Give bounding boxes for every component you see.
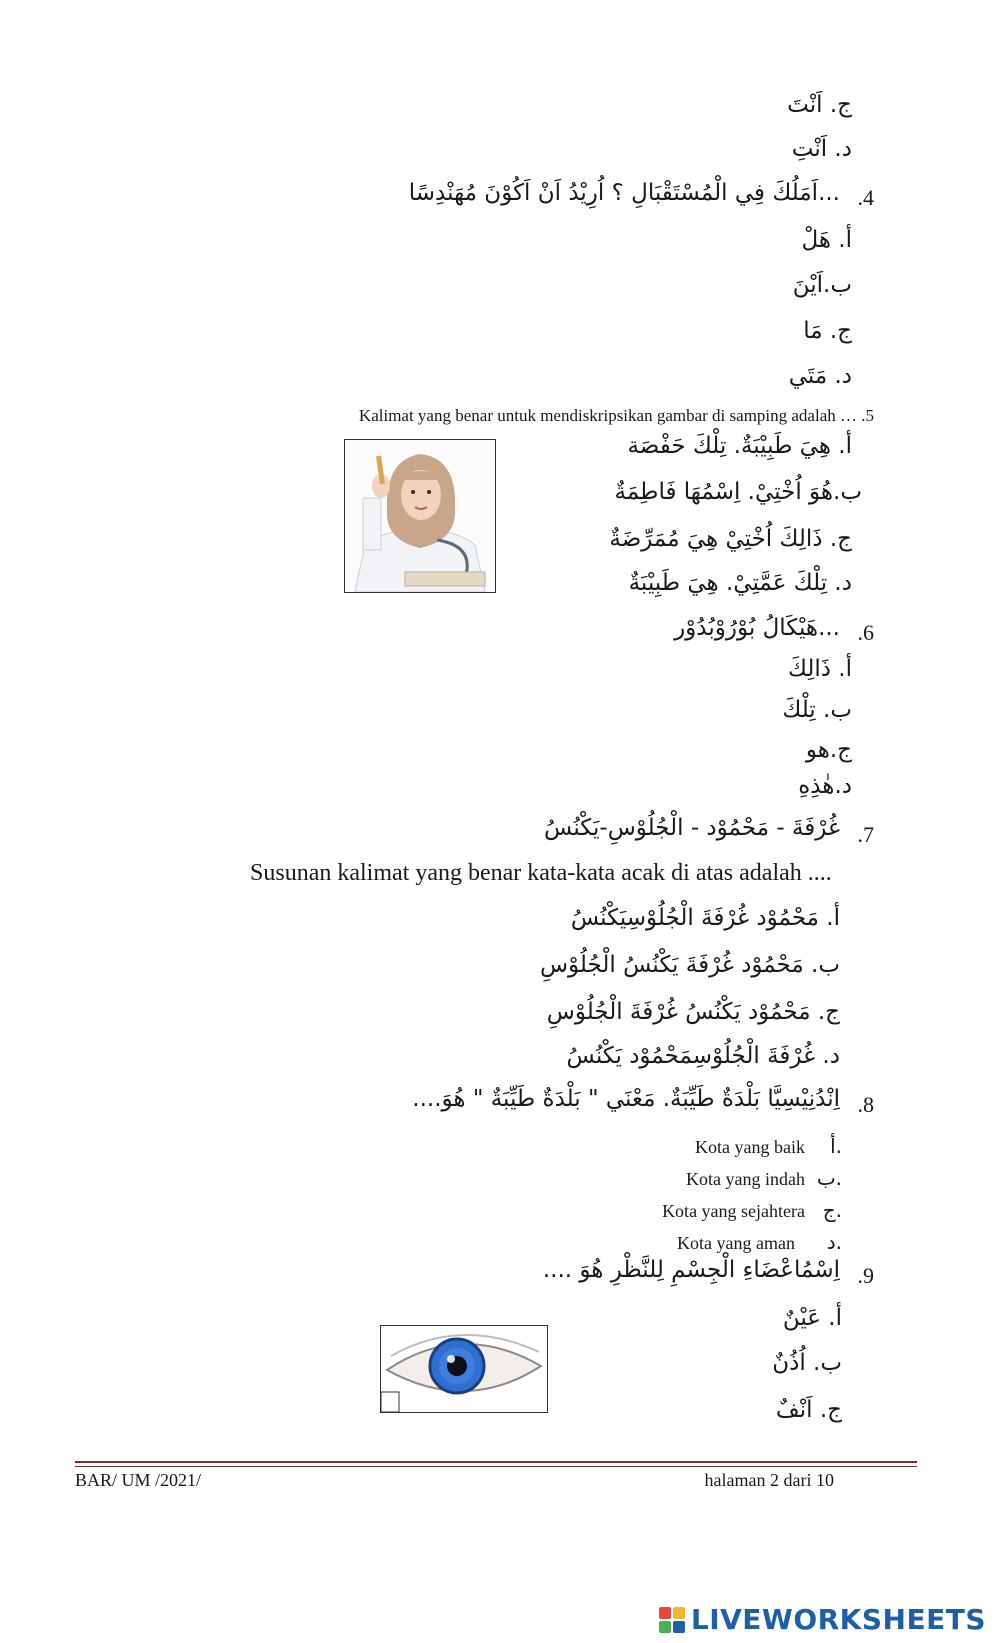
q8-option-b: Kota yang indah (686, 1169, 805, 1189)
q9-option-b: ب. اُذُنٌ (772, 1350, 842, 1376)
q4-question: ...اَمَلُكَ فِي الْمُسْتَقْبَالِ ؟ اُرِيْدُ اَنْ اَكُوْنَ مُهَنْدِسًا (408, 180, 840, 206)
logo-square-red (659, 1607, 671, 1619)
q3-option-c: ج. اَنْتَ (787, 92, 852, 118)
q9-number: .9 (857, 1263, 874, 1288)
q5-option-d: د. تِلْكَ عَمَّتِيْ. هِيَ طَبِيْبَةٌ (628, 570, 852, 596)
q3-option-d: د. اَنْتِ (791, 136, 852, 162)
q7-option-a: أ. مَحْمُوْد غُرْفَةَ الْجُلُوْسِيَكْنُسُ (570, 905, 840, 931)
q5-option-c: ج. ذَالِكَ اُخْتِيْ هِيَ مُمَرِّضَةٌ (609, 526, 852, 552)
q8-option-c: Kota yang sejahtera (662, 1201, 805, 1221)
q5-question: Kalimat yang benar untuk mendiskripsikan gambar di samping adalah … .5 (358, 406, 874, 425)
logo-square-blue (673, 1621, 685, 1633)
q8-number: .8 (857, 1092, 874, 1117)
logo-square-green (659, 1621, 671, 1633)
q4-option-b: ب.اَيْنَ (792, 272, 852, 298)
doctor-picture (344, 439, 496, 593)
eye-picture (380, 1325, 548, 1413)
q6-option-b: ب. تِلْكَ (782, 697, 852, 723)
q4-number: .4 (857, 185, 874, 210)
q8-option-d: Kota yang aman (677, 1233, 795, 1253)
q8-option-a: Kota yang baik (695, 1137, 805, 1157)
q8-option-b-letter: .ب (816, 1166, 842, 1190)
q7-question: غُرْفَةَ - مَحْمُوْد - الْجُلُوْسِ-يَكْنُسُ (544, 815, 840, 841)
q9-question: اِسْمُاعْضَاءِ الْجِسْمِ لِلنَّظْرِ هُوَ .... (542, 1257, 840, 1283)
q7-instruction: Susunan kalimat yang benar kata-kata acak di atas adalah .... (250, 860, 832, 886)
q6-number: .6 (857, 620, 874, 645)
footer-page-number: halaman 2 dari 10 (704, 1470, 834, 1490)
footer-rule (75, 1461, 917, 1463)
q4-option-d: د. مَتَي (788, 363, 852, 389)
q7-option-c: ج. مَحْمُوْد يَكْنُسُ غُرْفَةَ الْجُلُوْسِ (546, 999, 840, 1025)
footer-left: BAR/ UM /2021/ (75, 1470, 202, 1490)
q9-option-a: أ. عَيْنٌ (782, 1305, 842, 1331)
q8-question: اِنْدُنِيْسِيَّا بَلْدَةٌ طَيِّبَةٌ. مَعْنَي " بَلْدَةٌ طَيِّبَةٌ " هُوَ.... (412, 1086, 840, 1112)
q6-option-a: أ. ذَالِكَ (787, 656, 852, 682)
q5-option-b: ب.هُوَ اُخْتِيْ. اِسْمُهَا فَاطِمَةٌ (614, 479, 862, 505)
q4-option-c: ج. مَا (803, 318, 852, 344)
logo-square-yellow (673, 1607, 685, 1619)
q8-option-d-letter: .د (826, 1230, 842, 1254)
q4-option-a: أ. هَلْ (801, 227, 852, 253)
q7-number: .7 (857, 822, 874, 847)
q7-option-b: ب. مَحْمُوْد غُرْفَةَ يَكْنُسُ الْجُلُوْسِ (539, 952, 840, 978)
q9-option-c: ج. اَنْفٌ (775, 1397, 842, 1423)
liveworksheets-logo-icon (659, 1607, 685, 1633)
q8-option-c-letter: .ج (822, 1198, 842, 1222)
brand-name: LIVEWORKSHEETS (690, 1603, 986, 1636)
q6-option-c: ج.هو (805, 737, 852, 763)
q6-question: ...هَيْكَالُ بُوْرُوْبُدُوْر (674, 615, 840, 641)
footer-rule-thin (75, 1466, 917, 1467)
q8-option-a-letter: .أ (830, 1134, 842, 1158)
q6-option-d: د.هٰذِهِ (798, 773, 852, 799)
liveworksheets-brand[interactable] (659, 1603, 986, 1636)
q7-option-d: د. غُرْفَةَ الْجُلُوْسِمَحْمُوْد يَكْنُسُ (566, 1043, 840, 1069)
q5-option-a: أ. هِيَ طَبِيْبَةٌ. تِلْكَ حَفْصَة (627, 433, 852, 459)
